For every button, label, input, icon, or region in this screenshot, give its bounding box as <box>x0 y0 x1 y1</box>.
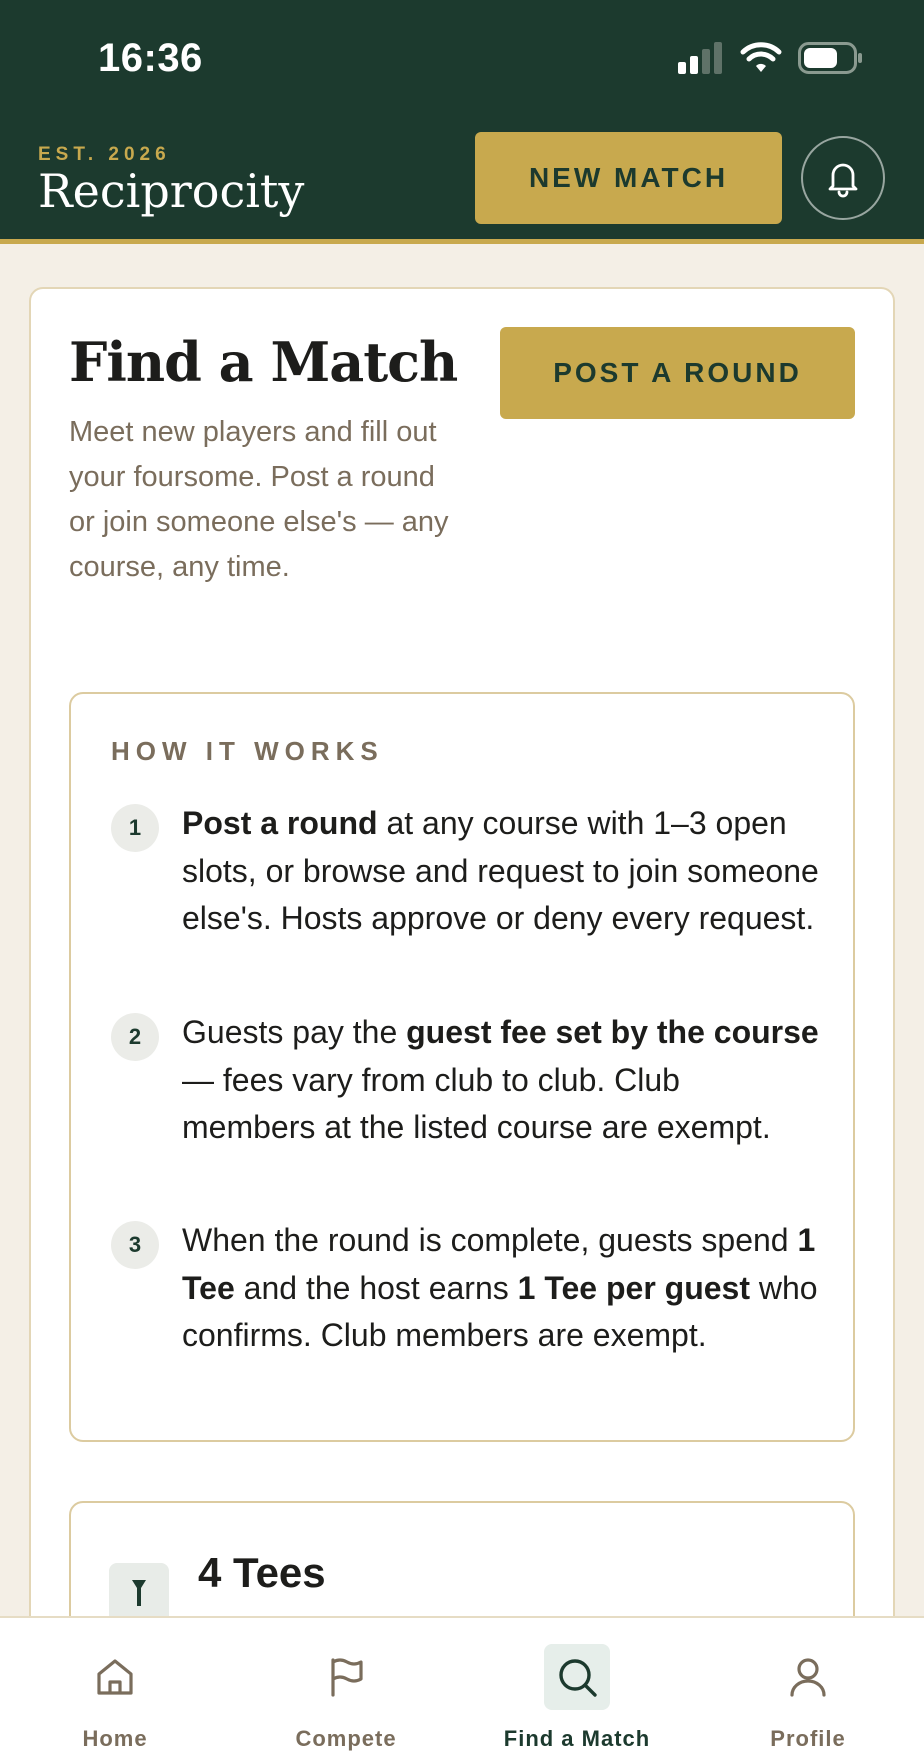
step-text: Guests pay the guest fee set by the course — fees vary from club to club. Club members at the listed course are exempt. <box>182 1014 819 1145</box>
how-it-works-panel <box>69 692 855 1442</box>
signal-icon <box>678 42 724 74</box>
notifications-button[interactable] <box>801 136 885 220</box>
step-number: 3 <box>111 1221 159 1269</box>
home-icon <box>93 1655 137 1699</box>
nav-label: Home <box>82 1726 148 1751</box>
how-it-works-heading: HOW IT WORKS <box>111 736 384 766</box>
flag-icon <box>324 1655 368 1699</box>
bell-icon <box>823 158 863 198</box>
brand-logo[interactable]: Reciprocity <box>38 164 305 218</box>
bottom-navigation <box>0 1616 924 1760</box>
search-icon <box>555 1655 599 1699</box>
page-title: Find a Match <box>69 330 458 394</box>
tees-balance: 4 Tees <box>198 1549 326 1596</box>
user-icon <box>786 1655 830 1699</box>
step-number: 1 <box>111 804 159 852</box>
nav-compete[interactable] <box>266 1618 426 1760</box>
step-text: When the round is complete, guests spend 1 Tee and the host earns 1 Tee per guest who confirms. Club members are exempt. <box>182 1222 818 1353</box>
nav-label: Compete <box>295 1726 397 1751</box>
status-time: 16:36 <box>98 36 203 80</box>
nav-label: Profile <box>770 1726 846 1751</box>
step-number: 2 <box>111 1013 159 1061</box>
page-subtitle: Meet new players and fill out your foursome. Post a round or join someone else's — any course, any time. <box>69 416 449 583</box>
post-round-button[interactable]: POST A ROUND <box>500 327 855 419</box>
battery-icon <box>798 42 864 74</box>
nav-home[interactable] <box>35 1618 195 1760</box>
nav-label: Find a Match <box>503 1726 651 1751</box>
status-icons <box>678 42 864 74</box>
step-text: Post a round at any course with 1–3 open slots, or browse and request to join someone else's. Hosts approve or deny every request. <box>182 805 819 936</box>
new-match-button[interactable]: NEW MATCH <box>475 132 782 224</box>
golf-tee-icon <box>109 1563 169 1623</box>
nav-find-a-match[interactable] <box>497 1618 657 1760</box>
nav-profile[interactable] <box>728 1618 888 1760</box>
app-header <box>0 0 924 244</box>
wifi-icon <box>740 42 782 74</box>
brand-established: EST. 2026 <box>38 144 171 165</box>
